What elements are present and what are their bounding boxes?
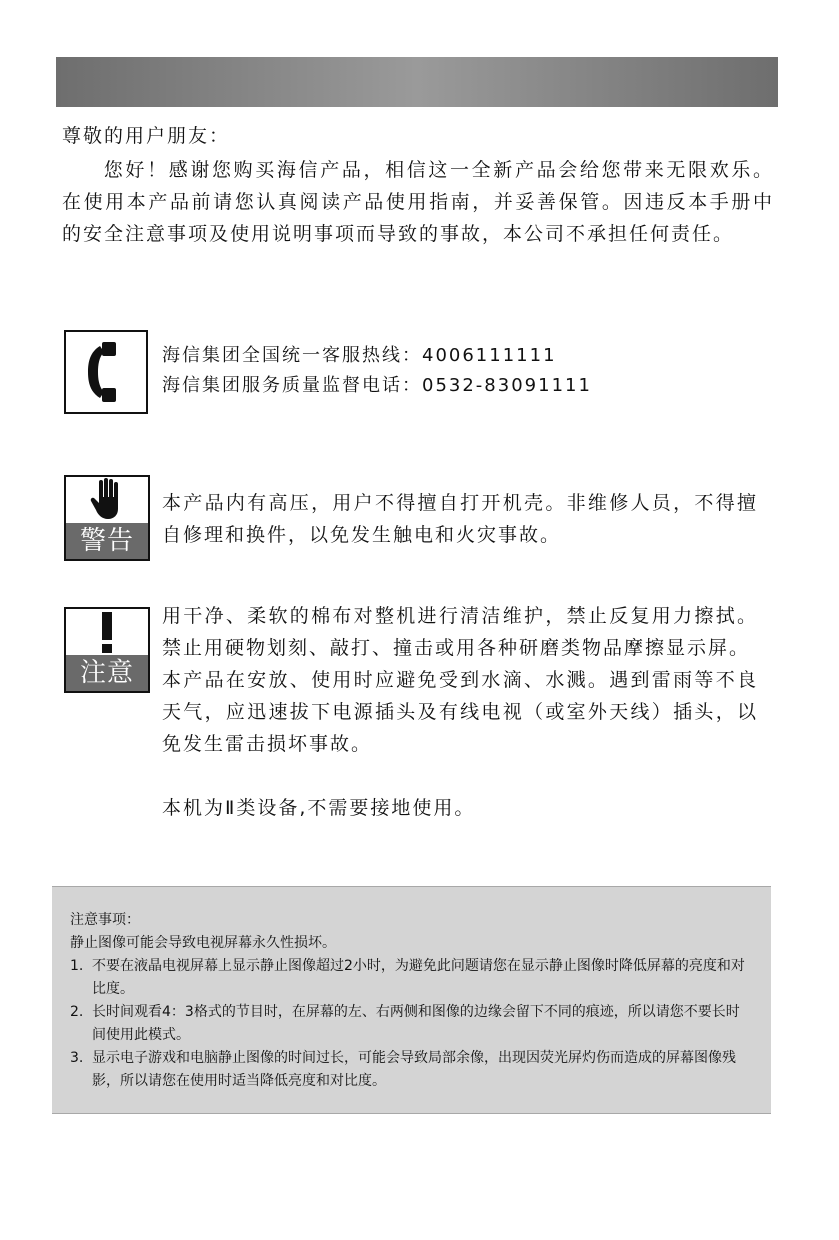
notice-item-number: 1. xyxy=(70,958,84,974)
caution-section xyxy=(162,600,758,824)
telephone-icon xyxy=(64,330,148,414)
greeting: 尊敬的用户朋友： xyxy=(62,125,231,147)
caution-badge xyxy=(64,607,150,693)
notice-box xyxy=(52,886,771,1114)
notice-item xyxy=(70,1001,753,1047)
caution-label: 注意 xyxy=(66,655,148,691)
caution-paragraph: 本机为Ⅱ类设备,不需要接地使用。 xyxy=(162,797,476,819)
notice-item-text: 不要在液晶电视屏幕上显示静止图像超过2小时，为避免此问题请您在显示静止图像时降低屏幕的亮度和对比度。 xyxy=(92,958,745,997)
warning-label: 警告 xyxy=(66,523,148,559)
caution-paragraph: 本产品在安放、使用时应避免受到水滴、水溅。遇到雷雨等不良天气，应迅速拔下电源插头及有线电视（或室外天线）插头，以免发生雷击损坏事故。 xyxy=(162,669,758,755)
notice-item-number: 3. xyxy=(70,1050,84,1066)
notice-item-text: 显示电子游戏和电脑静止图像的时间过长，可能会导致局部余像，出现因荧光屏灼伤而造成的屏幕图像残影，所以请您在使用时适当降低亮度和对比度。 xyxy=(92,1050,736,1089)
warning-text: 本产品内有高压，用户不得擅自打开机壳。非维修人员，不得擅自修理和换件，以免发生触电和火灾事故。 xyxy=(162,492,758,546)
hotline-text: 海信集团全国统一客服热线：4006111111 xyxy=(162,345,557,366)
hand-icon xyxy=(66,477,148,523)
contact-info xyxy=(162,341,592,401)
warning-section xyxy=(162,487,758,551)
intro-section xyxy=(62,120,774,250)
notice-item-text: 长时间观看4：3格式的节目时，在屏幕的左、右两侧和图像的边缘会留下不同的痕迹，所以请您不要长时间使用此模式。 xyxy=(92,1004,740,1043)
notice-item xyxy=(70,1047,753,1093)
supervision-phone-text: 海信集团服务质量监督电话：0532-83091111 xyxy=(162,375,592,396)
warning-badge xyxy=(64,475,150,561)
notice-item-number: 2. xyxy=(70,1004,84,1020)
intro-body: 您好！感谢您购买海信产品，相信这一全新产品会给您带来无限欢乐。在使用本产品前请您认真阅读产品使用指南，并妥善保管。因违反本手册中的安全注意事项及使用说明事项而导致的事故，本公司不承担任何责任。 xyxy=(62,159,774,245)
exclamation-icon xyxy=(66,609,148,655)
notice-item xyxy=(70,955,753,1001)
notice-subtitle: 静止图像可能会导致电视屏幕永久性损坏。 xyxy=(70,935,336,951)
notice-title: 注意事项： xyxy=(70,912,140,928)
caution-paragraph: 用干净、柔软的棉布对整机进行清洁维护，禁止反复用力擦拭。禁止用硬物划刻、敲打、撞击或用各种研磨类物品摩擦显示屏。 xyxy=(162,605,758,659)
header-banner xyxy=(56,57,778,107)
